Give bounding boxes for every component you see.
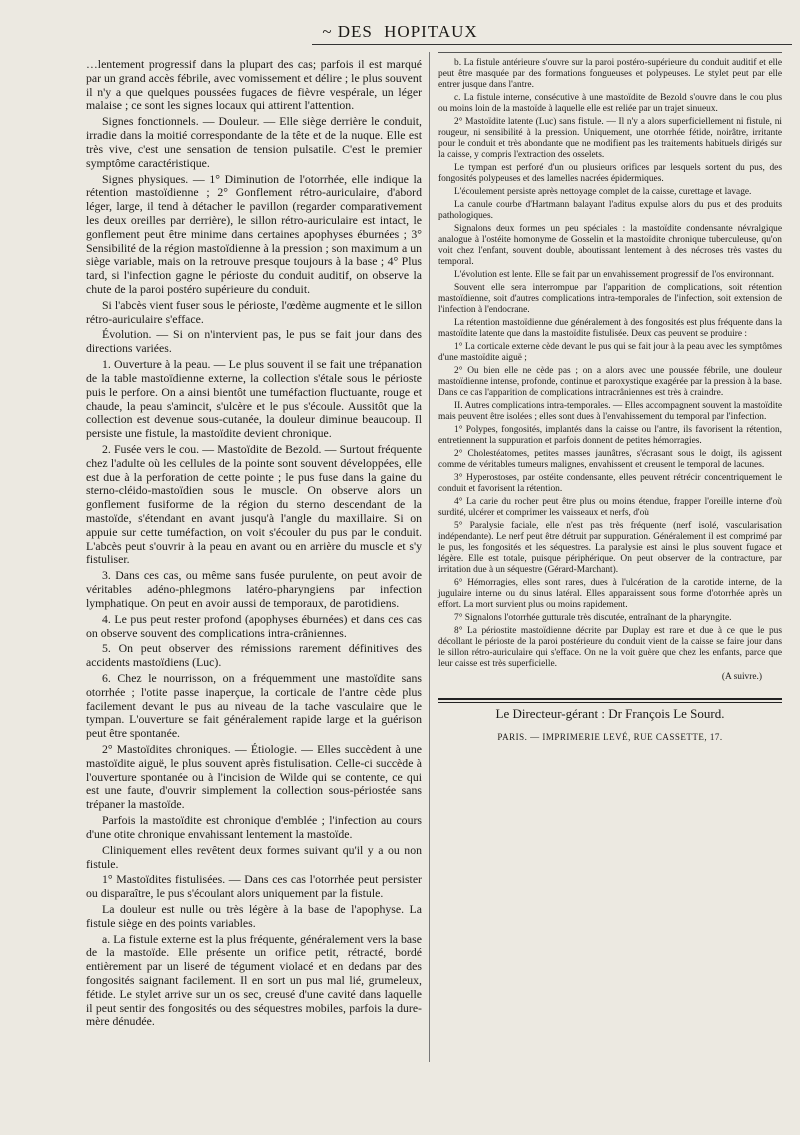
left-paragraph: Signes physiques. — 1° Diminution de l'otorrhée, elle indique la rétention mastoïdienne ; 2° Gonflement rétro-auriculaire, d'abord léger, large, il tend à détacher le pavillon (regarder comparativement les deux oreilles par derrière), le sillon rétro-auriculaire est intact, le gonflement peut être minime dans certaines apophyses éburnées ; 3° Sensibilité de la région mastoïdienne à la pression ; son maximum a un siège variable, mais on la retrouve presque toujours à la base ; 4° Plus tard, si l'infection gagne le périoste du conduit auditif, on observe la chute de la paroi postéro supérieure du conduit. (86, 171, 422, 296)
left-paragraph: La douleur est nulle ou très légère à la base de l'apophyse. La fistule siège en des points variables. (86, 901, 422, 930)
left-paragraph: …lentement progressif dans la plupart des cas; parfois il est marqué par un grand accès fébrile, avec vomissement et délire ; le plus souvent il n'y a que quelques poussées fugaces de fièvre vespérale, un léger malaise ; ce sont les signes locaux qui attirent l'attention. (86, 57, 422, 113)
left-paragraph: 1. Ouverture à la peau. — Le plus souvent il se fait une trépanation de la table mastoïdienne externe, la collection s'étale sous le périoste puis le perfore. On a ainsi bientôt une tuméfaction fluctuante, rouge et chaude, la peau s'amincit, s'ulcère et le pus s'écoule. Aussitôt que la collection est devenue sous-cutanée, la douleur diminue beaucoup. Il persiste une fistule, la mastoïdite devient chronique. (86, 357, 422, 441)
right-paragraph: La canule courbe d'Hartmann balayant l'aditus expulse alors du pus et des produits pathologiques. (438, 200, 782, 221)
left-paragraph: Si l'abcès vient fuser sous le périoste, l'œdème augmente et le sillon rétro-auriculaire s'efface. (86, 297, 422, 326)
right-paragraph: La rétention mastoïdienne due généralement à des fongosités est plus fréquente dans la mastoïdite latente que dans la mastoïdite fistulisée. Deux cas peuvent se produire : (438, 318, 782, 339)
left-paragraph: 2° Mastoïdites chroniques. — Étiologie. — Elles succèdent à une mastoïdite aiguë, le plus souvent après fistulisation. Celle-ci succède à l'ouverture spontanée ou à l'incision de Wilde qui se contente, ce qui est une faute, d'ouvrir simplement la collection sous-périostée sans trépaner la mastoïde. (86, 742, 422, 812)
right-paragraph: 5° Paralysie faciale, elle n'est pas très fréquente (nerf isolé, vascularisation indépendante). Le nerf peut être détruit par suppuration. Généralement il est comprimé par le pus, les fongosités et les séquestres. La paralysie est ainsi le plus souvent fugace et légère. Elle est totale, puisque périphérique. On peut observer de la contracture, par irritation due à un séquestre (Gérard-Marchant). (438, 521, 782, 575)
right-paragraph: 2° Mastoïdite latente (Luc) sans fistule. — Il n'y a alors superficiellement ni fistule, ni rougeur, ni sensibilité à la pression. Uniquement, une otorrhée fétide, noirâtre, irritante pour le conduit et très abondante que ne modifient pas les traitements habituels dirigés sur la caisse, y compris l'extraction des osselets. (438, 117, 782, 160)
left-paragraph: Parfois la mastoïdite est chronique d'emblée ; l'infection au cours d'une otite chronique envahissant lentement la mastoïde. (86, 813, 422, 841)
to-be-continued: (A suivre.) (721, 672, 762, 682)
printer-imprint: PARIS. — IMPRIMERIE LEVÉ, RUE CASSETTE, 17. (497, 732, 723, 742)
header-rule (312, 44, 792, 45)
right-paragraph: c. La fistule interne, consécutive à une mastoïdite de Bezold s'ouvre dans le cou plus ou moins loin de la mastoïde à laquelle elle est reliée par un trajet sinueux. (438, 93, 782, 114)
footer-rule-top (438, 698, 782, 700)
left-paragraph: Évolution. — Si on n'intervient pas, le pus se fait jour dans des directions variées. (86, 327, 422, 356)
left-paragraph: 3. Dans ces cas, ou même sans fusée purulente, on peut avoir de véritables adéno-phlegmons latéro-pharyngiens par infection lymphatique. On peut en avoir aussi de temporaux, de parotidiens. (86, 568, 422, 610)
left-paragraph: Cliniquement elles revêtent deux formes suivant qu'il y a ou non fistule. (86, 842, 422, 871)
left-paragraph: 5. On peut observer des rémissions rarement définitives des accidents mastoïdiens (Luc). (86, 641, 422, 670)
right-paragraph: b. La fistule antérieure s'ouvre sur la paroi postéro-supérieure du conduit auditif et elle peut être masquée par des formations fongueuses et polypeuses. Le stylet peut par elle entrer jusque dans l'antre. (438, 58, 782, 90)
running-head-title: HOPITAUX (384, 22, 478, 41)
running-head (0, 22, 800, 42)
left-paragraph: Signes fonctionnels. — Douleur. — Elle siège derrière le conduit, irradie dans la moitié correspondante de la tête et de la nuque. Elle est très vive, c'est une sensation de tension pulsatile. C'est le premier symptôme caractéristique. (86, 114, 422, 170)
right-paragraph: 3° Hyperostoses, par ostéite condensante, elles peuvent rétrécir concentriquement le conduit et favorisent la rétention. (438, 473, 782, 494)
left-column (86, 58, 422, 1031)
left-paragraph: a. La fistule externe est la plus fréquente, généralement vers la base de la mastoïde. Elle présente un orifice petit, rétracté, bordé entièrement par un liseré de tégument violacé et en dedans par des fongosités saignant facilement. Il en sort un pus mal lié, grumeleux, fétide. Le stylet arrive sur un os sec, creusé d'une cavité dans laquelle il peut sentir des fongosités ou des séquestres mobiles, parfois la dure-mère dénudée. (86, 931, 422, 1029)
left-paragraph: 2. Fusée vers le cou. — Mastoïdite de Bezold. — Surtout fréquente chez l'adulte où les cellules de la pointe sont souvent développées, elle est due à la perforation de cette pointe ; le pus fuse dans la gaine du sterno-cléido-mastoïdien sous le muscle. On observe alors un gonflement fusiforme de la région du sterno descendant de la mastoïde, s'étendant en avant jusqu'à l'angle du maxillaire. Si on appuie sur cette tuméfaction, on voit s'écouler du pus par le conduit. L'abcès peut s'ouvrir à la peau en avant ou en arrière du muscle et s'y fistuliser. (86, 441, 422, 567)
right-paragraph: 7° Signalons l'otorrhée gutturale très discutée, entraînant de la pharyngite. (454, 613, 732, 623)
right-paragraph: 2° Cholestéatomes, petites masses jaunâtres, s'écrasant sous le doigt, ils agissent comme de véritables tumeurs malignes, envahissent et creusent le temporal de lacunes. (438, 449, 782, 470)
right-paragraph: 1° Polypes, fongosités, implantés dans la caisse ou l'antre, ils favorisent la rétention, entretiennent la suppuration et parfois donnent de petites hémorragies. (438, 425, 782, 446)
right-paragraph: II. Autres complications intra-temporales. — Elles accompagnent souvent la mastoïdite mais peuvent être isolées ; elles sont dues à l'envahissement du temporal par l'infection. (438, 401, 782, 422)
director-signature: Le Directeur-gérant : Dr François Le Sourd. (495, 706, 725, 721)
right-paragraph: Signalons deux formes un peu spéciales : la mastoïdite condensante névralgique analogue à l'ostéite homonyme de Gosselin et la mastoïdite chronique tuberculeuse, qu'on voit chez l'enfant, souvent double, aboutissant lentement à des nécroses très vastes du temporal. (438, 224, 782, 267)
left-paragraph: 1° Mastoïdites fistulisées. — Dans ces cas l'otorrhée peut persister ou disparaître, le pus s'écoulant alors uniquement par la fistule. (86, 872, 422, 901)
right-column-top-rule (438, 52, 782, 53)
right-paragraph: L'écoulement persiste après nettoyage complet de la caisse, curettage et lavage. (454, 187, 752, 197)
right-paragraph: Souvent elle sera interrompue par l'apparition de complications, soit rétention mastoïdienne, soit d'autres complications intra-temporales de l'infection, soit extension de l'infection à l'endocrane. (438, 283, 782, 315)
right-paragraph: 4° La carie du rocher peut être plus ou moins étendue, frapper l'oreille interne d'où surdité, ulcérer et comprimer les vaisseaux et nerfs, d'où (438, 497, 782, 518)
footer-rule-second (438, 702, 782, 703)
right-paragraph: 8° La périostite mastoïdienne décrite par Duplay est rare et due à ce que le pus décollant le périoste de la paroi postérieure du conduit vient de la caisse se faire jour dans le sillon rétro-auriculaire qui s'efface. On ne la voit guère que chez les enfants, parce que leur caisse est très superficielle. (438, 626, 782, 669)
right-paragraph: 2° Ou bien elle ne cède pas ; on a alors avec une poussée fébrile, une douleur mastoïdienne intense, profonde, continue et paroxystique exagérée par la pression à la base. Dans ce cas l'apparition de complications intracrâniennes est très à craindre. (438, 366, 782, 398)
right-paragraph: Le tympan est perforé d'un ou plusieurs orifices par lesquels sortent du pus, des fongosités polypeuses et des lamelles nacrées épidermiques. (438, 163, 782, 184)
right-column (438, 58, 782, 685)
left-paragraph: 6. Chez le nourrisson, on a fréquemment une mastoïdite sans otorrhée ; l'otite passe inaperçue, la corticale de l'antre cède plus facilement devant le pus au niveau de la tache vasculaire que le tympan. L'ouverture se fait généralement rapide large et la guérison peut être spontanée. (86, 670, 422, 741)
column-divider (429, 52, 430, 1062)
right-paragraph: L'évolution est lente. Elle se fait par un envahissement progressif de l'os environnant. (454, 270, 774, 280)
right-paragraph: 1° La corticale externe cède devant le pus qui se fait jour à la peau avec les symptômes d'une mastoïdite aiguë ; (438, 342, 782, 363)
left-paragraph: 4. Le pus peut rester profond (apophyses éburnées) et dans ces cas on observe souvent des complications intra-crâniennes. (86, 611, 422, 640)
right-paragraph: 6° Hémorragies, elles sont rares, dues à l'ulcération de la carotide interne, de la jugulaire interne ou du sinus latéral. Elles apparaissent sous forme d'otorrhée après un effort. La mort survient plus ou moins rapidement. (438, 578, 782, 610)
running-head-prefix: ~ DES (322, 22, 373, 41)
